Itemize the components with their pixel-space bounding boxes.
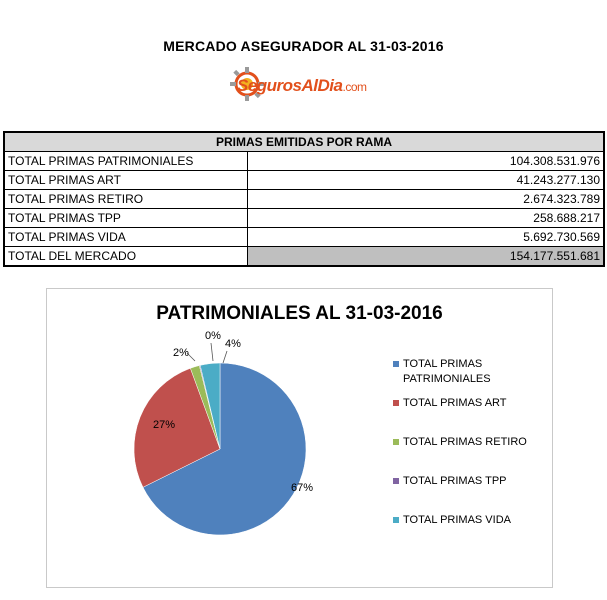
table-row <box>4 152 604 171</box>
legend-swatch <box>393 439 399 445</box>
data-label-0: 67% <box>291 482 314 494</box>
table-heading: PRIMAS EMITIDAS POR RAMA <box>4 132 604 152</box>
table-row <box>4 209 604 228</box>
leader-line-1 <box>211 343 213 361</box>
row-label: TOTAL DEL MERCADO <box>4 247 248 267</box>
legend-swatch <box>393 400 399 406</box>
seguros-al-dia-logo[interactable] <box>225 62 375 106</box>
data-label-3: 0% <box>205 330 221 342</box>
logo-name: SegurosAlDia <box>237 76 343 95</box>
row-value: 154.177.551.681 <box>248 247 605 267</box>
legend-label: TOTAL PRIMAS TPP <box>403 475 507 487</box>
legend-swatch <box>393 478 399 484</box>
leader-line-2 <box>223 351 227 363</box>
table-row <box>4 190 604 209</box>
table-row-total <box>4 247 604 267</box>
data-label-4: 4% <box>225 338 241 350</box>
legend-label: TOTAL PRIMAS PATRIMONIALES <box>403 358 491 385</box>
row-value: 258.688.217 <box>248 209 605 228</box>
row-label: TOTAL PRIMAS TPP <box>4 209 248 228</box>
row-label: TOTAL PRIMAS ART <box>4 171 248 190</box>
row-label: TOTAL PRIMAS RETIRO <box>4 190 248 209</box>
legend-label: TOTAL PRIMAS RETIRO <box>403 436 527 448</box>
legend-label: TOTAL PRIMAS VIDA <box>403 514 511 526</box>
data-label-2: 2% <box>173 347 189 359</box>
legend-label: TOTAL PRIMAS ART <box>403 397 507 409</box>
row-value: 104.308.531.976 <box>248 152 605 171</box>
data-label-1: 27% <box>153 419 176 431</box>
pie-chart <box>46 288 553 588</box>
logo-wordmark <box>237 76 367 96</box>
table-row <box>4 228 604 247</box>
row-label: TOTAL PRIMAS VIDA <box>4 228 248 247</box>
row-label: TOTAL PRIMAS PATRIMONIALES <box>4 152 248 171</box>
row-value: 5.692.730.569 <box>248 228 605 247</box>
logo-domain: .com <box>342 80 367 94</box>
table-row <box>4 171 604 190</box>
row-value: 2.674.323.789 <box>248 190 605 209</box>
chart-title: PATRIMONIALES AL 31-03-2016 <box>156 303 443 324</box>
legend-swatch <box>393 361 399 367</box>
row-value: 41.243.277.130 <box>248 171 605 190</box>
page-title: MERCADO ASEGURADOR AL 31-03-2016 <box>163 38 444 54</box>
primas-table <box>3 131 605 267</box>
legend-swatch <box>393 517 399 523</box>
